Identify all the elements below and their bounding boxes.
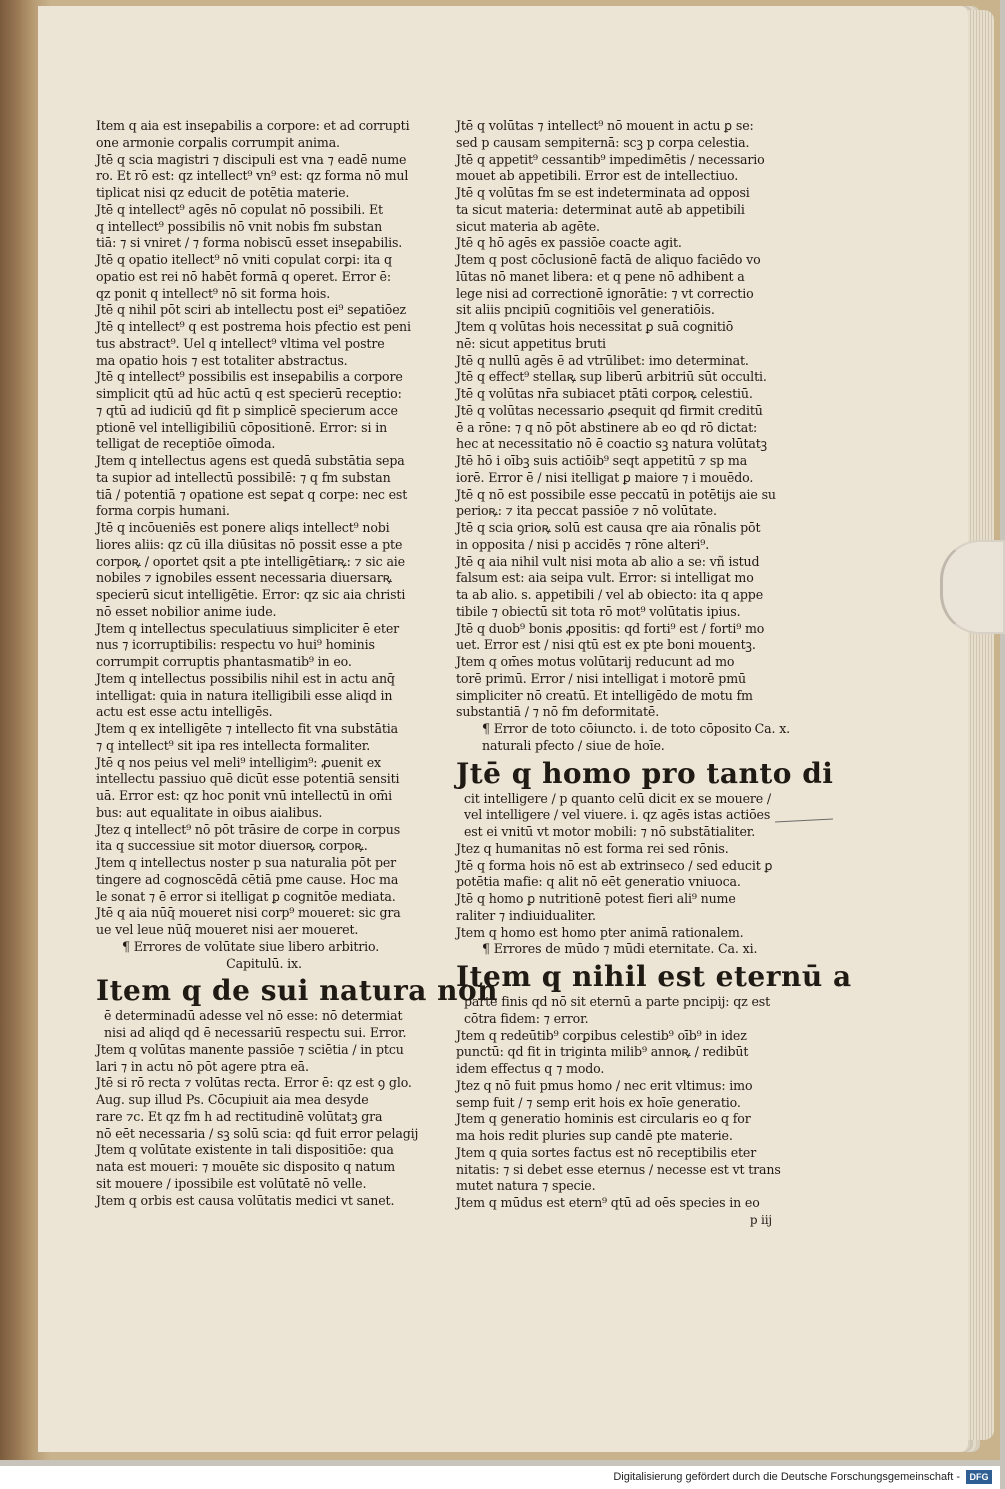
text-line: nus ⁊ icorruptibilis: respectu vo hui⁹ hominis <box>96 637 375 653</box>
text-line: Jtem q mūdus est etern⁹ qtū ad oēs species in eo <box>456 1195 760 1210</box>
section-initial-line: Item q de sui natura non <box>96 974 499 1008</box>
text-line: Jtem q post cōclusionē factā de aliquo faciēdo vo <box>456 252 761 267</box>
right-text-column <box>456 118 852 1229</box>
text-line: Jtē q incōueniēs est ponere aliqs intellect⁹ nobi <box>96 520 390 535</box>
text-line: forma corpis humani. <box>96 503 230 519</box>
text-line: tus abstract⁹. Uel q intellect⁹ vltima vel postre <box>96 335 385 351</box>
text-line: ta supior ad intellectū possibilē: ⁊ q fm substan <box>96 469 391 485</box>
text-line: Jtem q orbis est causa volūtatis medici vt sanet. <box>96 1192 395 1208</box>
rubric-line: naturali pfecto / siue de hoīe. <box>482 737 665 753</box>
text-line: ue vel leue nūq̄ moueret nisi aer moueret. <box>96 922 359 937</box>
text-line: nobiles ⁊ ignobiles essent necessaria diuersarꝶ <box>96 570 392 586</box>
text-line: Jtē q duob⁹ bonis ꝓpositis: qd forti⁹ est / forti⁹ mo <box>456 620 765 636</box>
text-line: nō esset nobilior anime iude. <box>96 603 277 619</box>
text-line: hec at necessitatio nō ē coactio sꝫ natura volūtatꝫ <box>456 436 767 452</box>
text-line: Jtē hō i oībꝫ suis actiōib⁹ seqt appetitū ⁊ sp ma <box>456 453 748 468</box>
page-signature: p iij <box>749 1212 772 1227</box>
text-line: Jtē q volūtas ⁊ intellect⁹ nō mouent in actu ꝑ se: <box>456 118 754 133</box>
text-line: Jtez q humanitas nō est forma rei sed rōnis. <box>456 840 729 856</box>
text-line: Jtē q appetit⁹ cessantib⁹ impedimētis / necessario <box>456 151 765 167</box>
text-line: one armonie corꝑalis corrumpit anima. <box>96 134 340 150</box>
text-line: ta sicut materia: determinat autē ab appetibili <box>456 201 745 217</box>
text-line: Jtē q intellect⁹ q est postrema hois pfectio est peni <box>96 319 411 334</box>
text-line: Jtem q intellectus agens est quedā substātia sepa <box>96 453 405 468</box>
text-line: Jtē q volūtas fm se est indeterminata ad opposi <box>456 185 750 200</box>
text-line: Jtez q intellect⁹ nō pōt trāsire de corpe in corpus <box>96 821 401 837</box>
text-line: ē a rōne: ⁊ q nō pōt abstinere ab eo qd rō dictat: <box>456 419 758 435</box>
text-line: lūtas nō manet libera: et q pene nō adhibent a <box>456 268 745 284</box>
text-line: ⁊ qtū ad iudiciū qd fit p simplicē specierum acce <box>96 402 398 418</box>
text-line: Jtē q intellect⁹ agēs nō copulat nō possibili. Et <box>96 201 383 217</box>
text-line: Jtem q redeūtib⁹ corꝑibus celestib⁹ oīb⁹ in idez <box>456 1027 747 1043</box>
text-line: torē primū. Error / nisi intelligat i motorē pmū <box>456 670 746 686</box>
text-line: Jtē q nullū agēs ē ad vtrūlibet: imo determinat. <box>456 352 749 368</box>
text-line: nē: sicut appetitus bruti <box>456 335 606 351</box>
text-line: iorē. Error ē / nisi itelligat ꝑ maiore ⁊ i mouēdo. <box>456 469 754 485</box>
text-line: Jtez q nō fuit pmus homo / nec erit vltimus: imo <box>456 1077 753 1093</box>
text-line: intellectu passiuo quē dicūt esse potentiā sensiti <box>96 771 400 787</box>
text-line: ta ab alio. s. appetibili / vel ab obiecto: ita q appe <box>456 587 764 602</box>
footer-bar <box>0 1466 1000 1489</box>
text-line: Jtem q intellectus speculatiuus simpliciter ē eter <box>96 620 399 636</box>
text-line: Jtem q intellectus noster p sua naturalia pōt per <box>96 855 397 870</box>
text-line: ma hois redit pluries sup candē pte materie. <box>456 1128 733 1143</box>
text-line: Jtem q homo est homo pter animā rationalem. <box>456 924 744 940</box>
text-line: Jtē q scia magistri ⁊ discipuli est vna ⁊ eadē nume <box>96 151 407 167</box>
text-line: Jtē q scia ꝯrioꝶ solū est causa qre aia rōnalis pōt <box>456 520 761 535</box>
text-line: Jtē q forma hois nō est ab extrinseco / sed educit ꝑ <box>456 857 773 873</box>
text-line: Jtē q volūtas necessario ꝓsequit qd firmit creditū <box>456 402 763 418</box>
text-line: Jtem q generatio hominis est circularis eo q for <box>456 1111 751 1127</box>
text-line: parte finis qd nō sit eternū a parte pncipij: qz est <box>464 994 770 1009</box>
text-line: corrumpit corruptis phantasmatib⁹ in eo. <box>96 654 352 669</box>
paper-clip <box>940 540 1005 634</box>
text-line: ⁊ q intellect⁹ sit ipa res intellecta formaliter. <box>96 737 371 753</box>
text-line: corpoꝶ / oportet qsit a pte intelligētiarꝶ: ⁊ sic aie <box>96 553 405 569</box>
text-line: raliter ⁊ indiuidualiter. <box>456 907 596 923</box>
text-line: perioꝶ: ⁊ ita peccat passiōe ⁊ nō volūtate. <box>456 503 717 519</box>
text-line: qz ponit q intellect⁹ nō sit forma hois. <box>96 285 331 301</box>
text-line: idem effectus q ⁊ modo. <box>456 1061 605 1076</box>
text-line: cit intelligere / p quanto celū dicit ex se mouere / <box>464 790 771 806</box>
text-line: actu est esse actu intelligēs. <box>96 704 273 720</box>
text-line: Item q aia est inseꝑabilis a corpore: et ad corrupti <box>96 118 410 133</box>
text-line: sit mouere / ipossibile est volūtatē nō velle. <box>96 1175 367 1191</box>
text-line: sed p causam sempiternā: scꝫ p corpa celestia. <box>456 134 750 150</box>
section-initial-line: Jtē q homo pro tanto di <box>456 756 834 790</box>
text-line: Jtē q opatio itellect⁹ nō vniti copulat corꝑi: ita q <box>96 252 392 267</box>
text-line: intelligat: quia in natura itelligibili esse aliqd in <box>96 687 393 703</box>
text-line: falsum est: aia seipa vult. Error: si intelligat mo <box>456 570 754 586</box>
text-line: Jtem q volūtas manente passiōe ⁊ sciētia / in ptcu <box>96 1041 404 1057</box>
text-line: tiā: ⁊ si vniret / ⁊ forma nobiscū esset inseꝑabilis. <box>96 235 403 251</box>
chapter-mark: Ca. x. <box>754 721 790 736</box>
text-line: specierū sicut intelligētie. Error: qz sic aia christi <box>96 587 406 602</box>
text-line: Aug. sup illud Ps. Cōcupiuit aia mea desyde <box>96 1092 369 1107</box>
text-line: Jtē q nos peius vel meli⁹ intelligim⁹: ꝓuenit ex <box>96 754 381 770</box>
rubric-line: ¶ Errores de mūdo ⁊ mūdi eternitate. Ca. xi. <box>482 941 758 957</box>
text-line: Jtē q hō agēs ex passiōe coacte agit. <box>456 235 682 251</box>
text-line: Capitulū. ix. <box>226 955 302 971</box>
text-line: uā. Error est: qz hoc ponit vnū intellectū in om̄i <box>96 788 393 803</box>
text-line: semp fuit / ⁊ semp erit hois ex hoīe generatio. <box>456 1094 741 1110</box>
text-line: nitatis: ⁊ si debet esse eternus / necesse est vt trans <box>456 1161 781 1177</box>
rubric-line: ¶ Error de toto cōiuncto. i. de toto cōposito Ca. x. <box>482 721 790 736</box>
left-text-column <box>96 118 499 1209</box>
text-line: mutet natura ⁊ specie. <box>456 1178 596 1194</box>
text-line: bus: aut equalitate in oibus aialibus. <box>96 804 323 820</box>
text-line: Jtem q volūtate existente in tali dispositiōe: qua <box>96 1142 394 1158</box>
text-line: nisi ad aliqd qd ē necessariū respectu sui. Error. <box>104 1025 407 1040</box>
text-line: Jtem q om̄es motus volūtarij reducunt ad mo <box>456 654 735 669</box>
text-line: Jtē q nō est possibile esse peccatū in potētijs aie su <box>456 486 776 502</box>
text-line: sicut materia ab agēte. <box>456 218 600 234</box>
text-line: Jtē q intellect⁹ possibilis est inseꝑabilis a corpore <box>96 369 403 385</box>
text-line: potētia mafie: q alit nō eēt generatio vniuoca. <box>456 874 741 890</box>
text-line: liores aliis: qz cū illa diūsitas nō possit esse a pte <box>96 536 403 552</box>
text-line: ē determinadū adesse vel nō esse: nō determiat <box>104 1008 403 1024</box>
footer-credit: Digitalisierung gefördert durch die Deutsche Forschungsgemeinschaft - <box>613 1471 960 1483</box>
text-line: Jtem q ex intelligēte ⁊ intellecto fit vna substātia <box>96 721 398 736</box>
text-line: ptionē vel intelligibiliū cōpositionē. Error: si in <box>96 419 388 435</box>
text-line: ro. Et rō est: qz intellect⁹ vn⁹ est: qz forma nō mul <box>96 168 409 184</box>
section-initial-line: Item q nihil est eternū a <box>456 960 852 993</box>
text-line: Jtē q aia nihil vult nisi mota ab alio a se: vñ istud <box>456 553 760 569</box>
dfg-logo-icon: DFG <box>966 1470 992 1484</box>
text-line: lari ⁊ in actu nō pōt agere ptra eā. <box>96 1058 309 1074</box>
text-line: tingere ad cognoscēdā cētiā pme cause. Hoc ma <box>96 871 399 887</box>
text-line: tiā / potentiā ⁊ opatione est seꝑat q corpe: nec est <box>96 486 408 502</box>
text-line: Jtē q nihil pōt sciri ab intellectu post ei⁹ seꝑatiōez <box>96 302 406 318</box>
text-line: est ei vnitū vt motor mobili: ⁊ nō substātialiter. <box>464 824 756 839</box>
page-stack-edge <box>968 10 994 1440</box>
text-line: simpliciter nō creatū. Et intelligēdo de motu fm <box>456 687 753 703</box>
text-line: nō eēt necessaria / sꝫ solū scia: qd fuit error pelagij <box>96 1125 419 1141</box>
text-line: vel intelligere / vel viuere. i. qz agēs istas actiōes <box>464 807 771 823</box>
text-line: sit aliis pncipiū cognitiōis vel generatiōis. <box>456 302 715 318</box>
text-line: Jtem q volūtas hois necessitat ꝑ suā cognitiō <box>456 319 734 334</box>
text-line: opatio est rei nō habēt formā q operet. Error ē: <box>96 268 391 284</box>
text-line: ma opatio hois ⁊ est totaliter abstractus. <box>96 352 348 368</box>
text-line: Jtem q quia sortes factus est nō receptibilis eter <box>456 1144 757 1160</box>
text-line: Jtem q intellectus possibilis nihil est in actu anq̄ <box>96 670 395 686</box>
text-line: substantiā / ⁊ nō fm deformitatē. <box>456 704 660 720</box>
text-line: nata est moueri: ⁊ mouēte sic disposito q natum <box>96 1159 396 1174</box>
text-line: telligat de receptiōe oīmoda. <box>96 436 276 452</box>
text-line: punctū: qd fit in triginta milib⁹ annoꝶ / redibūt <box>456 1044 749 1060</box>
text-line: ita q successiue sit motor diuersoꝶ corpoꝶ. <box>96 838 368 854</box>
text-line: tiplicat nisi qz educit de potētia materie. <box>96 185 350 200</box>
text-line: in opposita / nisi p accidēs ⁊ rōne alteri⁹. <box>456 536 710 552</box>
text-line: simplicit qtū ad hūc actū q est specierū receptio: <box>96 386 402 401</box>
text-line: Jtē si rō recta ⁊ volūtas recta. Error ē: qz est ꝯ glo. <box>96 1075 412 1091</box>
text-line: lege nisi ad correctionē ignorātie: ⁊ vt correctio <box>456 285 754 301</box>
rubric-line: ¶ Errores de volūtate siue libero arbitrio. <box>122 938 380 954</box>
text-line: cōtra fidem: ⁊ error. <box>464 1010 589 1026</box>
text-line: q intellect⁹ possibilis nō vnit nobis fm substan <box>96 218 383 234</box>
text-line: le sonat ⁊ ē error si itelligat ꝑ cognitōe mediata. <box>96 888 396 904</box>
text-line: Jtē q homo ꝑ nutritionē potest fieri ali⁹ nume <box>456 891 736 906</box>
text-line: Jtē q effect⁹ stellaꝶ sup liberū arbitriū sūt occulti. <box>456 369 767 385</box>
text-line: tibile ⁊ obiectū sit tota rō mot⁹ volūtatis ipius. <box>456 603 741 619</box>
text-line: mouet ab appetibili. Error est de intellectiuo. <box>456 168 739 184</box>
text-line: rare ⁊c. Et qz fm h ad rectitudinē volūtatꝫ gra <box>96 1108 383 1124</box>
text-line: uet. Error est / nisi qtū est ex pte boni mouentꝫ. <box>456 637 756 653</box>
text-line: Jtē q aia nūq̄ moueret nisi corp⁹ moueret: sic gra <box>96 905 401 921</box>
text-line: Jtē q volūtas nr̄a subiacet ptāti corpoꝶ celestiū. <box>456 386 753 401</box>
